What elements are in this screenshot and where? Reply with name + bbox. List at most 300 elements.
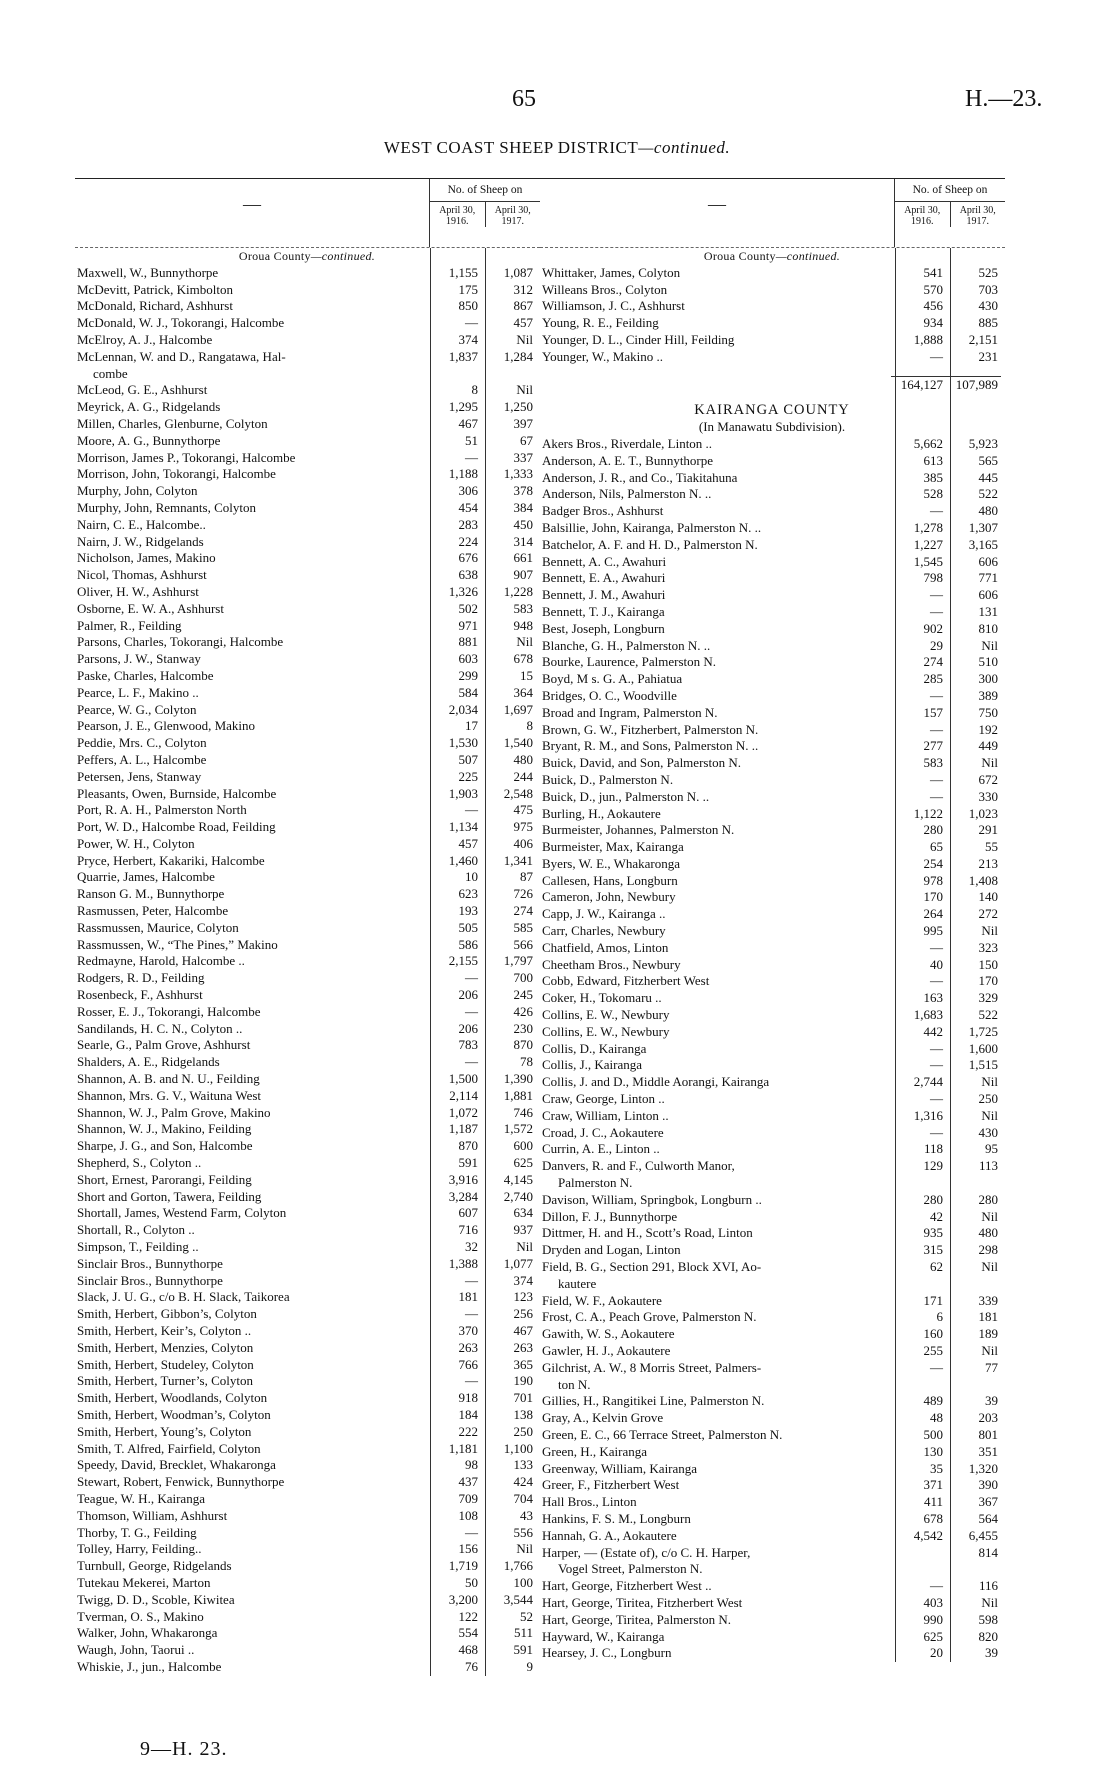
table-row: [540, 738, 1005, 755]
sheep-1916: —: [465, 1272, 478, 1288]
table-row: [540, 1494, 1005, 1511]
sheep-1917: 406: [513, 835, 533, 851]
table-row: [75, 1121, 540, 1138]
sheep-1916: —: [930, 587, 943, 603]
sheep-1916: 1,837: [448, 348, 478, 364]
table-row: [75, 550, 540, 567]
table-row: [540, 1225, 1005, 1242]
owner-name: Murphy, John, Remnants, Colyton: [77, 499, 256, 515]
owner-name: Redmayne, Harold, Halcombe ..: [77, 953, 245, 969]
heading-text: Oroua County—continued.: [703, 249, 841, 263]
sheep-1916: 918: [458, 1390, 478, 1406]
sheep-1917: 231: [978, 348, 998, 364]
sheep-1916: 1,155: [448, 264, 478, 280]
table-row: [75, 1659, 540, 1676]
sheep-1916: 8: [471, 382, 478, 398]
sheep-1916: 971: [458, 617, 478, 633]
sheep-1916: —: [465, 1003, 478, 1019]
year-1916-header: April 30, 1916.: [439, 205, 476, 227]
table-row: [75, 903, 540, 920]
sheep-1917: 213: [978, 855, 998, 871]
table-row: [75, 1138, 540, 1155]
owner-name: Palmerston N.: [558, 1175, 633, 1191]
sheep-1917: 3,165: [968, 536, 998, 552]
owner-name: McLeod, G. E., Ashhurst: [77, 382, 208, 398]
sheep-1917: 140: [978, 889, 998, 905]
sheep-1916: 3,284: [448, 1188, 478, 1204]
table-row: [540, 1427, 1005, 1444]
owner-name: McElroy, A. J., Halcombe: [77, 331, 213, 347]
table-row: [540, 923, 1005, 940]
owner-name: Smith, Herbert, Young’s, Colyton: [77, 1423, 252, 1439]
table-row: [540, 349, 1005, 366]
sheep-1917: 2,548: [503, 785, 533, 801]
table-row: [75, 1373, 540, 1390]
sheep-1916: 1,278: [913, 519, 943, 535]
table-row: [540, 906, 1005, 923]
sheep-1917: 426: [513, 1003, 533, 1019]
owner-name: Chatfield, Amos, Linton: [542, 939, 669, 955]
sheep-1917: 480: [978, 1225, 998, 1241]
table-row: [75, 634, 540, 651]
sheep-1916: —: [930, 771, 943, 787]
sheep-1917: 1,023: [968, 805, 998, 821]
sheep-1916: 374: [458, 331, 478, 347]
owner-name: Moore, A. G., Bunnythorpe: [77, 432, 221, 448]
sheep-1916: 468: [458, 1642, 478, 1658]
owner-name: Best, Joseph, Longburn: [542, 620, 665, 636]
sheep-1916: 20: [930, 1645, 943, 1661]
sheep-1916: 171: [923, 1292, 943, 1308]
table-row: [540, 1158, 1005, 1175]
sheep-1917: 390: [978, 1477, 998, 1493]
sheep-1916: 798: [923, 570, 943, 586]
owner-name: Green, E. C., 66 Terrace Street, Palmerston N.: [542, 1426, 783, 1442]
section-heading: [75, 248, 540, 265]
owner-name: Anderson, Nils, Palmerston N. ..: [542, 486, 712, 502]
page-reference: H.—23.: [965, 86, 1043, 112]
sheep-1917: 351: [978, 1443, 998, 1459]
sheep-1917: 107,989: [946, 376, 1001, 393]
owner-name: Millen, Charles, Glenburne, Colyton: [77, 415, 268, 431]
sheep-1916: 42: [930, 1208, 943, 1224]
table-row: [75, 1390, 540, 1407]
sheep-1916: 170: [923, 889, 943, 905]
table-row-continuation: [540, 1175, 1005, 1192]
sheep-1917: 78: [520, 1054, 533, 1070]
owner-name: Ranson G. M., Bunnythorpe: [77, 886, 225, 902]
sheep-1917: Nil: [981, 755, 998, 771]
sheep-1916: 638: [458, 567, 478, 583]
owner-name: McDevitt, Patrick, Kimbolton: [77, 281, 233, 297]
table-header: [540, 179, 1005, 248]
owner-name: Shannon, A. B. and N. U., Feilding: [77, 1071, 260, 1087]
sheep-1917: 1,881: [503, 1087, 533, 1103]
sheep-1917: 230: [513, 1020, 533, 1036]
table-row: [540, 554, 1005, 571]
sheep-1916: —: [930, 503, 943, 519]
table-row: [540, 822, 1005, 839]
sheep-1917: Nil: [981, 1074, 998, 1090]
owner-name: Paske, Charles, Halcombe: [77, 667, 214, 683]
sheep-1917: 131: [978, 603, 998, 619]
table-row: [75, 651, 540, 668]
sheep-1917: 116: [978, 1578, 998, 1594]
owner-name: Pleasants, Owen, Burnside, Halcombe: [77, 785, 277, 801]
table-row: [540, 503, 1005, 520]
owner-name: Walker, John, Whakaronga: [77, 1625, 218, 1641]
sheep-count-header: [429, 179, 540, 247]
owner-name: Port, R. A. H., Palmerston North: [77, 802, 247, 818]
sheep-1917: 445: [978, 469, 998, 485]
owner-name: Burling, H., Aokautere: [542, 805, 661, 821]
owner-name: Teague, W. H., Kairanga: [77, 1490, 205, 1506]
table-row: [540, 1326, 1005, 1343]
spacer: [540, 392, 1005, 402]
sheep-1916: 193: [458, 903, 478, 919]
table-row: [540, 1074, 1005, 1091]
table-row: [540, 1091, 1005, 1108]
owner-name: Carr, Charles, Newbury: [542, 923, 666, 939]
owner-name: Gawler, H. J., Aokautere: [542, 1343, 671, 1358]
sheep-1917: Nil: [516, 1239, 533, 1255]
sheep-1916: 65: [930, 839, 943, 855]
sheep-1917: 746: [513, 1104, 533, 1120]
sheep-1917: 661: [513, 550, 533, 566]
table-row: [75, 1205, 540, 1222]
right-column: [540, 178, 1005, 1662]
table-row: [540, 1293, 1005, 1310]
sheep-1916: 108: [458, 1507, 478, 1523]
sheep-1917: 1,320: [968, 1460, 998, 1476]
sheep-1916: 160: [923, 1326, 943, 1342]
table-row: [540, 722, 1005, 739]
sheep-1917: Nil: [981, 637, 998, 653]
sheep-1917: 867: [513, 298, 533, 314]
sheep-1916: —: [930, 939, 943, 955]
sheep-1916: 118: [923, 1141, 943, 1157]
table-row: [540, 1393, 1005, 1410]
sheep-1916: 870: [458, 1138, 478, 1154]
owner-name: Nairn, J. W., Ridgelands: [77, 533, 204, 549]
sheep-1916: 507: [458, 751, 478, 767]
table-row: [75, 836, 540, 853]
table-row: [540, 621, 1005, 638]
sheep-1917: 480: [978, 503, 998, 519]
table-row: [540, 265, 1005, 282]
sheep-1916: 181: [458, 1289, 478, 1305]
table-row: [540, 315, 1005, 332]
subdivision-heading: [540, 419, 1005, 436]
owner-name: Brown, G. W., Fitzherbert, Palmerston N.: [542, 721, 759, 737]
owner-name: Rosser, E. J., Tokorangi, Halcombe: [77, 1003, 261, 1019]
table-row: [540, 470, 1005, 487]
table-row: [540, 1343, 1005, 1360]
sheep-1916: 285: [923, 671, 943, 687]
table-row: [75, 298, 540, 315]
sheep-1917: 67: [520, 432, 533, 448]
owner-name: Callesen, Hans, Longburn: [542, 872, 678, 888]
table-row: [540, 486, 1005, 503]
table-row: [75, 987, 540, 1004]
sheep-1917: 39: [985, 1645, 998, 1661]
sheep-1917: 704: [513, 1490, 533, 1506]
sheep-count-header: [894, 179, 1005, 247]
table-row: [75, 685, 540, 702]
sheep-1916: 1,072: [448, 1104, 478, 1120]
owner-name: McLennan, W. and D., Rangatawa, Hal-: [77, 348, 286, 364]
sheep-1916: —: [465, 1524, 478, 1540]
sheep-1916: 62: [930, 1259, 943, 1275]
owner-name: Vogel Street, Palmerston N.: [558, 1561, 703, 1577]
sheep-1916: 902: [923, 620, 943, 636]
table-row: [75, 1424, 540, 1441]
sheep-1916: —: [465, 1054, 478, 1070]
table-row: [540, 1209, 1005, 1226]
sheep-1916: 175: [458, 281, 478, 297]
table-row: [75, 1172, 540, 1189]
sheep-1917: 170: [978, 973, 998, 989]
sheep-1916: 1,227: [913, 536, 943, 552]
sheep-1916: 263: [458, 1339, 478, 1355]
owner-name: Thomson, William, Ashhurst: [77, 1507, 228, 1523]
sheep-1917: 1,284: [503, 348, 533, 364]
table-row: [75, 1021, 540, 1038]
sheep-1916: 584: [458, 684, 478, 700]
table-row: [75, 735, 540, 752]
owner-name: Rodgers, R. D., Feilding: [77, 970, 205, 986]
table-row-continuation: [540, 1276, 1005, 1293]
sheep-1916: 1,903: [448, 785, 478, 801]
sheep-1917: 192: [978, 721, 998, 737]
sheep-1917: 181: [978, 1309, 998, 1325]
sheep-1917: 1,100: [503, 1440, 533, 1456]
sheep-1917: 100: [513, 1574, 533, 1590]
table-row: [540, 1041, 1005, 1058]
owner-name: Petersen, Jens, Stanway: [77, 768, 202, 784]
owner-name: Field, W. F., Aokautere: [542, 1292, 662, 1308]
table-row: [75, 869, 540, 886]
owner-name: Bennett, A. C., Awahuri: [542, 553, 667, 569]
owner-name: Gillies, H., Rangitikei Line, Palmerston N.: [542, 1393, 765, 1409]
owner-name: Pryce, Herbert, Kakariki, Halcombe: [77, 852, 265, 868]
sheep-1917: 250: [978, 1091, 998, 1107]
owner-name: Smith, Herbert, Studeley, Colyton: [77, 1356, 254, 1372]
sheep-1916: 1,295: [448, 399, 478, 415]
sheep-1916: 934: [923, 315, 943, 331]
sheep-1917: 625: [513, 1155, 533, 1171]
sheep-1917: 1,307: [968, 519, 998, 535]
sheep-1916: 2,155: [448, 953, 478, 969]
sheep-1917: 280: [978, 1191, 998, 1207]
sheep-1917: 291: [978, 822, 998, 838]
table-header: [75, 179, 540, 248]
owner-name: Shortall, James, Westend Farm, Colyton: [77, 1205, 287, 1221]
table-row: [75, 1155, 540, 1172]
sheep-1916: 591: [458, 1155, 478, 1171]
table-row: [540, 806, 1005, 823]
owner-name: Short and Gorton, Tawera, Feilding: [77, 1188, 262, 1204]
sheep-1916: —: [465, 1306, 478, 1322]
sheep-1917: 1,766: [503, 1558, 533, 1574]
sheep-1916: 299: [458, 667, 478, 683]
sheep-1917: Nil: [981, 1594, 998, 1610]
sheep-1917: 274: [513, 903, 533, 919]
sheep-1916: 277: [923, 738, 943, 754]
owner-name: Oliver, H. W., Ashhurst: [77, 583, 199, 599]
sheep-1917: Nil: [516, 634, 533, 650]
owner-name: Peddie, Mrs. C., Colyton: [77, 735, 207, 751]
table-row: [75, 786, 540, 803]
sheep-1917: 1,540: [503, 735, 533, 751]
owner-name: Rassmussen, Maurice, Colyton: [77, 919, 239, 935]
table-row: [540, 1057, 1005, 1074]
owner-name: Tutekau Mekerei, Marton: [77, 1574, 211, 1590]
sheep-1916: 370: [458, 1323, 478, 1338]
sheep-1917: [946, 1377, 1001, 1394]
owner-name: Shepherd, S., Colyton ..: [77, 1155, 202, 1171]
table-row: [540, 453, 1005, 470]
owner-name: Power, W. H., Colyton: [77, 835, 195, 851]
table-row: [540, 1528, 1005, 1545]
sheep-1917: 678: [513, 651, 533, 667]
sheep-1917: 374: [513, 1272, 533, 1288]
sheep-1916: 570: [923, 281, 943, 297]
page-number: 65: [512, 86, 536, 112]
owner-name: Anderson, J. R., and Co., Tiakitahuna: [542, 469, 738, 485]
sheep-1917: 329: [978, 990, 998, 1006]
table-row: [75, 1592, 540, 1609]
sheep-1916: —: [930, 1359, 943, 1375]
sheep-1917: 52: [520, 1608, 533, 1624]
table-row: [75, 819, 540, 836]
sheep-1916: 500: [923, 1426, 943, 1442]
owner-name: Smith, T. Alfred, Fairfield, Colyton: [77, 1440, 261, 1456]
owner-name: Whiskie, J., jun., Halcombe: [77, 1658, 222, 1674]
sheep-1916: 98: [465, 1457, 478, 1473]
owner-name: Waugh, John, Taorui ..: [77, 1642, 195, 1658]
sheep-1916: —: [930, 788, 943, 804]
owner-name: Sharpe, J. G., and Son, Halcombe: [77, 1138, 253, 1154]
table-row: [75, 1037, 540, 1054]
table-row: [75, 718, 540, 735]
table-row: [540, 1645, 1005, 1662]
owner-name: Davison, William, Springbok, Longburn ..: [542, 1191, 762, 1207]
owner-name: Pearson, J. E., Glenwood, Makino: [77, 718, 256, 734]
sheep-1917: 150: [978, 956, 998, 972]
sheep-1917: 600: [513, 1138, 533, 1154]
sheep-1917: 566: [513, 936, 533, 952]
owner-name: Smith, Herbert, Gibbon’s, Colyton: [77, 1306, 257, 1322]
sheep-1916: 881: [458, 634, 478, 650]
owner-name: Shannon, Mrs. G. V., Waituna West: [77, 1087, 262, 1103]
sheep-1916: 995: [923, 923, 943, 939]
sheep-1917: 87: [520, 869, 533, 885]
sheep-1916: [891, 1545, 946, 1562]
sheep-1917: 1,390: [503, 1071, 533, 1087]
table-row: [75, 500, 540, 517]
table-row: [75, 668, 540, 685]
owner-name: Younger, W., Makino ..: [542, 348, 663, 364]
sheep-1917: 480: [513, 751, 533, 767]
table-row: [75, 1491, 540, 1508]
sheep-1916: 51: [465, 432, 478, 448]
sheep-1917: 510: [978, 654, 998, 670]
owner-name: Bourke, Laurence, Palmerston N.: [542, 654, 717, 670]
table-row: [75, 466, 540, 483]
owner-name: Parsons, J. W., Stanway: [77, 651, 201, 667]
table-row: [540, 1629, 1005, 1646]
owner-name: Rosenbeck, F., Ashhurst: [77, 987, 203, 1003]
sheep-1917: 1,515: [968, 1057, 998, 1073]
table-row: [75, 1004, 540, 1021]
sheep-count-title: No. of Sheep on: [895, 179, 1005, 202]
sheep-1917: 384: [513, 499, 533, 515]
owner-name: Balsillie, John, Kairanga, Palmerston N. ..: [542, 519, 762, 535]
table-row: [540, 856, 1005, 873]
sheep-1917: 203: [978, 1410, 998, 1426]
sheep-1917: 771: [978, 570, 998, 586]
sheep-1917: 189: [978, 1326, 998, 1342]
sheep-1916: —: [465, 970, 478, 986]
table-row: [540, 1410, 1005, 1427]
sheep-1917: 726: [513, 886, 533, 902]
sheep-1917: 330: [978, 788, 998, 804]
table-row: [75, 601, 540, 618]
sheep-1917: 256: [513, 1306, 533, 1322]
table-body-right: [540, 248, 1005, 1662]
table-row: [540, 839, 1005, 856]
owner-name: Dittmer, H. and H., Scott’s Road, Linton: [542, 1225, 753, 1241]
sheep-1917: 138: [513, 1406, 533, 1422]
owner-name: Willeans Bros., Colyton: [542, 281, 668, 297]
sheep-1917: 522: [978, 486, 998, 502]
table-row: [75, 970, 540, 987]
name-column-header: —: [708, 194, 726, 214]
sheep-1917: 457: [513, 315, 533, 331]
sheep-1916: 225: [458, 768, 478, 784]
sheep-1916: 156: [458, 1541, 478, 1557]
sheep-1916: 224: [458, 533, 478, 549]
sheep-1916: 130: [923, 1443, 943, 1459]
owner-name: Akers Bros., Riverdale, Linton ..: [542, 435, 713, 451]
owner-name: Murphy, John, Colyton: [77, 483, 198, 499]
sheep-1916: 554: [458, 1625, 478, 1641]
table-row: [75, 1474, 540, 1491]
owner-name: Batchelor, A. F. and H. D., Palmerston N.: [542, 536, 758, 552]
sheep-1917: 397: [513, 415, 533, 431]
sheep-1917: Nil: [516, 382, 533, 398]
sheep-1916: 280: [923, 822, 943, 838]
sheep-1917: 1,408: [968, 872, 998, 888]
owner-name: Palmer, R., Feilding: [77, 617, 182, 633]
sheep-1917: [946, 1561, 1001, 1578]
sheep-1916: 1,545: [913, 553, 943, 569]
owner-name: Cobb, Edward, Fitzherbert West: [542, 973, 710, 989]
table-row: [75, 349, 540, 366]
sheep-1917: [946, 1276, 1001, 1293]
owner-name: Shannon, W. J., Makino, Feilding: [77, 1121, 252, 1137]
sheep-1916: 306: [458, 483, 478, 499]
sheep-1916: 411: [923, 1494, 943, 1510]
sheep-1916: 1,530: [448, 735, 478, 751]
table-row: [75, 1222, 540, 1239]
sheep-1917: 703: [978, 281, 998, 297]
sheep-1917: 583: [513, 600, 533, 616]
spacer: [540, 366, 1005, 376]
sheep-1916: 206: [458, 1020, 478, 1036]
table-row: [75, 1289, 540, 1306]
